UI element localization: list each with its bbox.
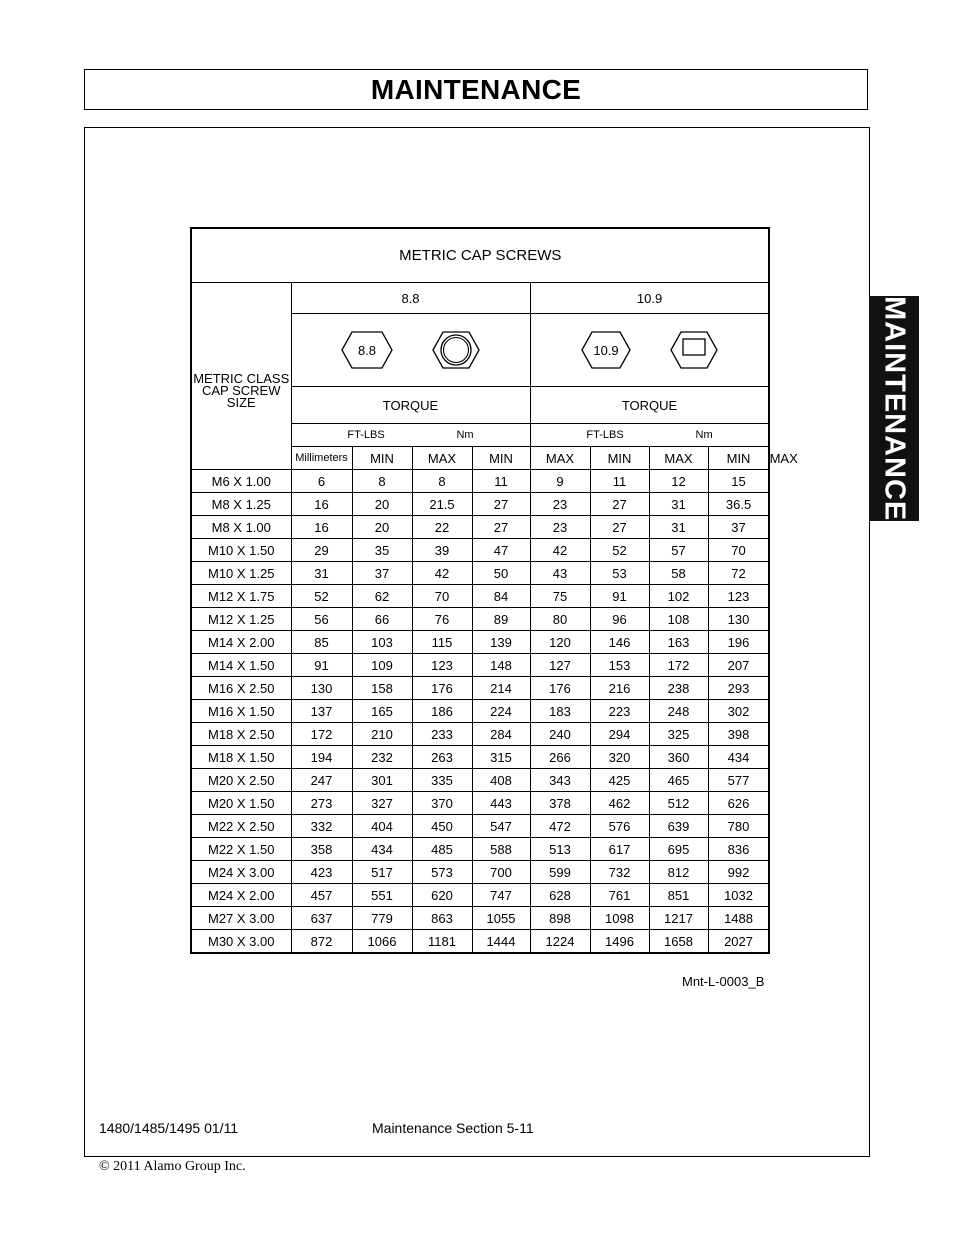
- torque-value-cell: 551: [352, 884, 412, 907]
- torque-value-cell: 36.5: [708, 493, 769, 516]
- screw-size-cell: M22 X 2.50: [191, 815, 291, 838]
- torque-value-cell: 232: [352, 746, 412, 769]
- torque-value-cell: 1496: [590, 930, 649, 954]
- torque-value-cell: 8: [412, 470, 472, 493]
- torque-value-cell: 700: [472, 861, 530, 884]
- torque-value-cell: 851: [649, 884, 708, 907]
- torque-value-cell: 84: [472, 585, 530, 608]
- torque-value-cell: 23: [530, 516, 590, 539]
- torque-value-cell: 872: [291, 930, 352, 954]
- torque-value-cell: 6: [291, 470, 352, 493]
- torque-value-cell: 96: [590, 608, 649, 631]
- grade-8-8-header: 8.8: [291, 283, 530, 314]
- torque-value-cell: 103: [352, 631, 412, 654]
- torque-value-cell: 123: [412, 654, 472, 677]
- table-row: [191, 723, 769, 746]
- torque-value-cell: 158: [352, 677, 412, 700]
- torque-value-cell: 76: [412, 608, 472, 631]
- torque-value-cell: 238: [649, 677, 708, 700]
- table-row: [191, 539, 769, 562]
- torque-value-cell: 70: [412, 585, 472, 608]
- section-side-tab: [869, 296, 919, 521]
- units-header-10-9: [530, 424, 769, 447]
- torque-value-cell: 573: [412, 861, 472, 884]
- torque-value-cell: 16: [291, 516, 352, 539]
- screw-size-cell: M6 X 1.00: [191, 470, 291, 493]
- torque-value-cell: 327: [352, 792, 412, 815]
- torque-value-cell: 408: [472, 769, 530, 792]
- torque-value-cell: 29: [291, 539, 352, 562]
- units-header-8-8: [291, 424, 530, 447]
- torque-value-cell: 153: [590, 654, 649, 677]
- torque-value-cell: 53: [590, 562, 649, 585]
- min-max-header: MIN: [352, 447, 412, 470]
- footer-model-date: 1480/1485/1495 01/11: [99, 1120, 239, 1136]
- torque-value-cell: 31: [649, 516, 708, 539]
- copyright-notice: © 2011 Alamo Group Inc.: [99, 1159, 246, 1174]
- torque-value-cell: 547: [472, 815, 530, 838]
- torque-value-cell: 450: [412, 815, 472, 838]
- screw-size-cell: M8 X 1.00: [191, 516, 291, 539]
- side-tab-label: MAINTENANCE: [878, 295, 911, 522]
- unit-nm-label: Nm: [456, 429, 474, 441]
- torque-value-cell: 23: [530, 493, 590, 516]
- torque-value-cell: 172: [649, 654, 708, 677]
- table-row: [191, 838, 769, 861]
- table-row: [191, 516, 769, 539]
- torque-value-cell: 761: [590, 884, 649, 907]
- min-max-header: MAX: [649, 447, 708, 470]
- torque-value-cell: 31: [291, 562, 352, 585]
- torque-value-cell: 8: [352, 470, 412, 493]
- torque-value-cell: 127: [530, 654, 590, 677]
- torque-value-cell: 1488: [708, 907, 769, 930]
- table-row: [191, 792, 769, 815]
- torque-value-cell: 11: [590, 470, 649, 493]
- torque-value-cell: 139: [472, 631, 530, 654]
- torque-value-cell: 863: [412, 907, 472, 930]
- torque-value-cell: 66: [352, 608, 412, 631]
- torque-value-cell: 780: [708, 815, 769, 838]
- table-row: [191, 585, 769, 608]
- torque-value-cell: 224: [472, 700, 530, 723]
- torque-value-cell: 47: [472, 539, 530, 562]
- grade-mark-8-8: 8.8: [357, 343, 376, 358]
- torque-value-cell: 22: [412, 516, 472, 539]
- torque-value-cell: 75: [530, 585, 590, 608]
- torque-value-cell: 836: [708, 838, 769, 861]
- screw-size-cell: M14 X 2.00: [191, 631, 291, 654]
- torque-value-cell: 16: [291, 493, 352, 516]
- hex-head-10-9-icon: [581, 331, 631, 369]
- torque-value-cell: 31: [649, 493, 708, 516]
- torque-value-cell: 15: [708, 470, 769, 493]
- torque-value-cell: 517: [352, 861, 412, 884]
- torque-value-cell: 9: [530, 470, 590, 493]
- torque-value-cell: 216: [590, 677, 649, 700]
- hex-head-8-8-icon: [341, 331, 393, 369]
- torque-value-cell: 434: [708, 746, 769, 769]
- table-row: [191, 861, 769, 884]
- torque-value-cell: 43: [530, 562, 590, 585]
- torque-value-cell: 325: [649, 723, 708, 746]
- torque-value-cell: 457: [291, 884, 352, 907]
- torque-value-cell: 332: [291, 815, 352, 838]
- header-box: [84, 69, 868, 110]
- torque-value-cell: 588: [472, 838, 530, 861]
- torque-value-cell: 72: [708, 562, 769, 585]
- screw-size-cell: M16 X 1.50: [191, 700, 291, 723]
- torque-value-cell: 263: [412, 746, 472, 769]
- torque-value-cell: 695: [649, 838, 708, 861]
- screw-size-cell: M18 X 2.50: [191, 723, 291, 746]
- torque-value-cell: 617: [590, 838, 649, 861]
- table-row: [191, 746, 769, 769]
- screw-size-cell: M12 X 1.75: [191, 585, 291, 608]
- torque-value-cell: 115: [412, 631, 472, 654]
- table-row: [191, 815, 769, 838]
- min-max-header: MIN: [590, 447, 649, 470]
- torque-value-cell: 302: [708, 700, 769, 723]
- torque-value-cell: 207: [708, 654, 769, 677]
- screw-size-cell: M24 X 3.00: [191, 861, 291, 884]
- torque-value-cell: 1658: [649, 930, 708, 954]
- torque-value-cell: 186: [412, 700, 472, 723]
- torque-value-cell: 37: [352, 562, 412, 585]
- torque-value-cell: 62: [352, 585, 412, 608]
- torque-value-cell: 58: [649, 562, 708, 585]
- torque-value-cell: 240: [530, 723, 590, 746]
- torque-value-cell: 1181: [412, 930, 472, 954]
- table-row: [191, 493, 769, 516]
- torque-value-cell: 404: [352, 815, 412, 838]
- grade-8-8-marks: [291, 314, 530, 387]
- screw-size-cell: M14 X 1.50: [191, 654, 291, 677]
- torque-value-cell: 89: [472, 608, 530, 631]
- torque-value-cell: 343: [530, 769, 590, 792]
- torque-value-cell: 20: [352, 493, 412, 516]
- metric-cap-screw-torque-table: METRIC CAP SCREWS METRIC CLASS CAP SCREW SIZE 8.8 10.9 8.8 10.9 TORQUE TORQUE FT-LBS Nm FT-LBS Nm Millimeters MIN MAX MIN MAX MIN MAX MIN MAX M6 X 1.00 6 8 8 11 9 11 12 15 M8 X 1.25 16 20 21.5 27 23 27 31 36.5 M8 X 1.00 16 20 22 27 23 27 31 37 M10 X 1.50 29 35 39 47 42 52 57 70 M10 X 1.25 31 37 42 50 43 53 58 72 M12 X 1.75 52 62 70 84 75 91 102 123 M12 X 1.25 56 66 76 89 80 96 108 130 M14 X 2.00 85 103 115 139 120 146 163 196 M14 X 1.50 91 109 123 148 127 153 172 207 M16 X 2.50 130 158 176 214 176 216 238 293 M16 X 1.50 137 165 186 224 183 223 248 302 M18 X 2.50 172 210 233 284 240 294 325 398 M18 X 1.50 194 232 263 315 266 320 360 434 M20 X 2.50 247 301 335 408 343 425 465 577 M20 X 1.50 273 327 370 443 378 462 512 626 M22 X 2.50 332 404 450 547 472 576 639 780 M22 X 1.50 358 434 485 588 513 617 695 836 M24 X 3.00 423 517 573 700 599 732 812 992 M24 X 2.00 457 551 620 747 628 761 851 1032 M27 X 3.00 637 779 863 1055 898 1098 1217 1488 M30 X 3.00 872 1066 1181 1444 1224 1496 1658 2027: [190, 227, 770, 954]
- torque-value-cell: 378: [530, 792, 590, 815]
- screw-size-cell: M22 X 1.50: [191, 838, 291, 861]
- torque-value-cell: 247: [291, 769, 352, 792]
- torque-value-cell: 577: [708, 769, 769, 792]
- torque-value-cell: 183: [530, 700, 590, 723]
- page-title: MAINTENANCE: [370, 73, 582, 105]
- torque-value-cell: 210: [352, 723, 412, 746]
- torque-value-cell: 233: [412, 723, 472, 746]
- torque-value-cell: 27: [590, 516, 649, 539]
- torque-value-cell: 485: [412, 838, 472, 861]
- torque-value-cell: 196: [708, 631, 769, 654]
- torque-value-cell: 146: [590, 631, 649, 654]
- torque-value-cell: 35: [352, 539, 412, 562]
- table-row: [191, 470, 769, 493]
- torque-value-cell: 370: [412, 792, 472, 815]
- torque-value-cell: 176: [530, 677, 590, 700]
- table-row: [191, 608, 769, 631]
- table-row: [191, 907, 769, 930]
- torque-value-cell: 1444: [472, 930, 530, 954]
- screw-size-cell: M30 X 3.00: [191, 930, 291, 954]
- torque-value-cell: 130: [291, 677, 352, 700]
- size-column-header: METRIC CLASS CAP SCREW SIZE: [191, 283, 291, 470]
- torque-value-cell: 628: [530, 884, 590, 907]
- torque-value-cell: 130: [708, 608, 769, 631]
- torque-value-cell: 27: [590, 493, 649, 516]
- torque-value-cell: 11: [472, 470, 530, 493]
- screw-size-cell: M27 X 3.00: [191, 907, 291, 930]
- torque-value-cell: 50: [472, 562, 530, 585]
- torque-value-cell: 732: [590, 861, 649, 884]
- screw-size-cell: M12 X 1.25: [191, 608, 291, 631]
- torque-value-cell: 1032: [708, 884, 769, 907]
- torque-header-10-9: TORQUE: [530, 387, 769, 424]
- torque-value-cell: 27: [472, 493, 530, 516]
- min-max-header: MAX: [530, 447, 590, 470]
- torque-value-cell: 599: [530, 861, 590, 884]
- torque-value-cell: 42: [412, 562, 472, 585]
- torque-value-cell: 27: [472, 516, 530, 539]
- torque-value-cell: 360: [649, 746, 708, 769]
- torque-value-cell: 56: [291, 608, 352, 631]
- torque-value-cell: 39: [412, 539, 472, 562]
- torque-value-cell: 620: [412, 884, 472, 907]
- torque-value-cell: 1055: [472, 907, 530, 930]
- torque-value-cell: 20: [352, 516, 412, 539]
- torque-value-cell: 1066: [352, 930, 412, 954]
- torque-value-cell: 91: [291, 654, 352, 677]
- torque-value-cell: 639: [649, 815, 708, 838]
- grade-10-9-marks: [530, 314, 769, 387]
- torque-value-cell: 301: [352, 769, 412, 792]
- torque-value-cell: 637: [291, 907, 352, 930]
- torque-value-cell: 1224: [530, 930, 590, 954]
- torque-value-cell: 398: [708, 723, 769, 746]
- torque-value-cell: 315: [472, 746, 530, 769]
- unit-nm-label: Nm: [695, 429, 713, 441]
- screw-size-cell: M10 X 1.25: [191, 562, 291, 585]
- footer-section-label: Maintenance Section 5-11: [372, 1120, 534, 1136]
- torque-value-cell: 472: [530, 815, 590, 838]
- torque-value-cell: 443: [472, 792, 530, 815]
- torque-value-cell: 52: [291, 585, 352, 608]
- torque-value-cell: 148: [472, 654, 530, 677]
- torque-value-cell: 109: [352, 654, 412, 677]
- screw-size-cell: M18 X 1.50: [191, 746, 291, 769]
- torque-value-cell: 37: [708, 516, 769, 539]
- torque-value-cell: 52: [590, 539, 649, 562]
- grade-mark-10-9: 10.9: [592, 343, 619, 358]
- torque-value-cell: 1098: [590, 907, 649, 930]
- unit-ft-lbs-label: FT-LBS: [586, 429, 624, 441]
- torque-value-cell: 42: [530, 539, 590, 562]
- torque-value-cell: 176: [412, 677, 472, 700]
- table-row: [191, 884, 769, 907]
- min-max-header: MIN: [472, 447, 530, 470]
- torque-value-cell: 465: [649, 769, 708, 792]
- screw-size-cell: M20 X 1.50: [191, 792, 291, 815]
- torque-value-cell: 80: [530, 608, 590, 631]
- torque-value-cell: 120: [530, 631, 590, 654]
- torque-value-cell: 898: [530, 907, 590, 930]
- table-row: [191, 631, 769, 654]
- torque-value-cell: 123: [708, 585, 769, 608]
- table-row: [191, 562, 769, 585]
- table-title: METRIC CAP SCREWS: [191, 228, 769, 283]
- reference-code: Mnt-L-0003_B: [682, 974, 765, 989]
- table-row: [191, 700, 769, 723]
- torque-value-cell: 423: [291, 861, 352, 884]
- torque-value-cell: 137: [291, 700, 352, 723]
- torque-value-cell: 91: [590, 585, 649, 608]
- torque-value-cell: 358: [291, 838, 352, 861]
- torque-value-cell: 2027: [708, 930, 769, 954]
- torque-value-cell: 812: [649, 861, 708, 884]
- hex-socket-square-icon: [669, 330, 719, 370]
- torque-value-cell: 779: [352, 907, 412, 930]
- torque-value-cell: 434: [352, 838, 412, 861]
- torque-value-cell: 425: [590, 769, 649, 792]
- torque-value-cell: 214: [472, 677, 530, 700]
- table-row: [191, 654, 769, 677]
- millimeters-header: Millimeters: [291, 447, 352, 470]
- torque-value-cell: 992: [708, 861, 769, 884]
- screw-size-cell: M20 X 2.50: [191, 769, 291, 792]
- torque-value-cell: 102: [649, 585, 708, 608]
- grade-10-9-header: 10.9: [530, 283, 769, 314]
- torque-value-cell: 293: [708, 677, 769, 700]
- table-row: [191, 769, 769, 792]
- torque-value-cell: 576: [590, 815, 649, 838]
- torque-value-cell: 194: [291, 746, 352, 769]
- torque-value-cell: 172: [291, 723, 352, 746]
- torque-value-cell: 248: [649, 700, 708, 723]
- min-max-header: MIN: [708, 447, 769, 470]
- torque-value-cell: 294: [590, 723, 649, 746]
- torque-value-cell: 85: [291, 631, 352, 654]
- unit-ft-lbs-label: FT-LBS: [347, 429, 385, 441]
- torque-value-cell: 284: [472, 723, 530, 746]
- torque-value-cell: 57: [649, 539, 708, 562]
- torque-value-cell: 747: [472, 884, 530, 907]
- table-row: [191, 930, 769, 954]
- torque-value-cell: 512: [649, 792, 708, 815]
- torque-value-cell: 108: [649, 608, 708, 631]
- torque-value-cell: 626: [708, 792, 769, 815]
- torque-value-cell: 513: [530, 838, 590, 861]
- screw-size-cell: M8 X 1.25: [191, 493, 291, 516]
- torque-value-cell: 1217: [649, 907, 708, 930]
- torque-value-cell: 163: [649, 631, 708, 654]
- torque-value-cell: 320: [590, 746, 649, 769]
- screw-size-cell: M16 X 2.50: [191, 677, 291, 700]
- torque-value-cell: 223: [590, 700, 649, 723]
- torque-value-cell: 12: [649, 470, 708, 493]
- torque-value-cell: 462: [590, 792, 649, 815]
- torque-value-cell: 273: [291, 792, 352, 815]
- torque-value-cell: 335: [412, 769, 472, 792]
- torque-header-8-8: TORQUE: [291, 387, 530, 424]
- screw-size-cell: M24 X 2.00: [191, 884, 291, 907]
- torque-value-cell: 165: [352, 700, 412, 723]
- torque-value-cell: 266: [530, 746, 590, 769]
- torque-value-cell: 21.5: [412, 493, 472, 516]
- min-max-header: MAX: [412, 447, 472, 470]
- hex-socket-round-icon: [431, 330, 481, 370]
- screw-size-cell: M10 X 1.50: [191, 539, 291, 562]
- torque-data-rows: [191, 470, 769, 954]
- torque-value-cell: 70: [708, 539, 769, 562]
- table-row: [191, 677, 769, 700]
